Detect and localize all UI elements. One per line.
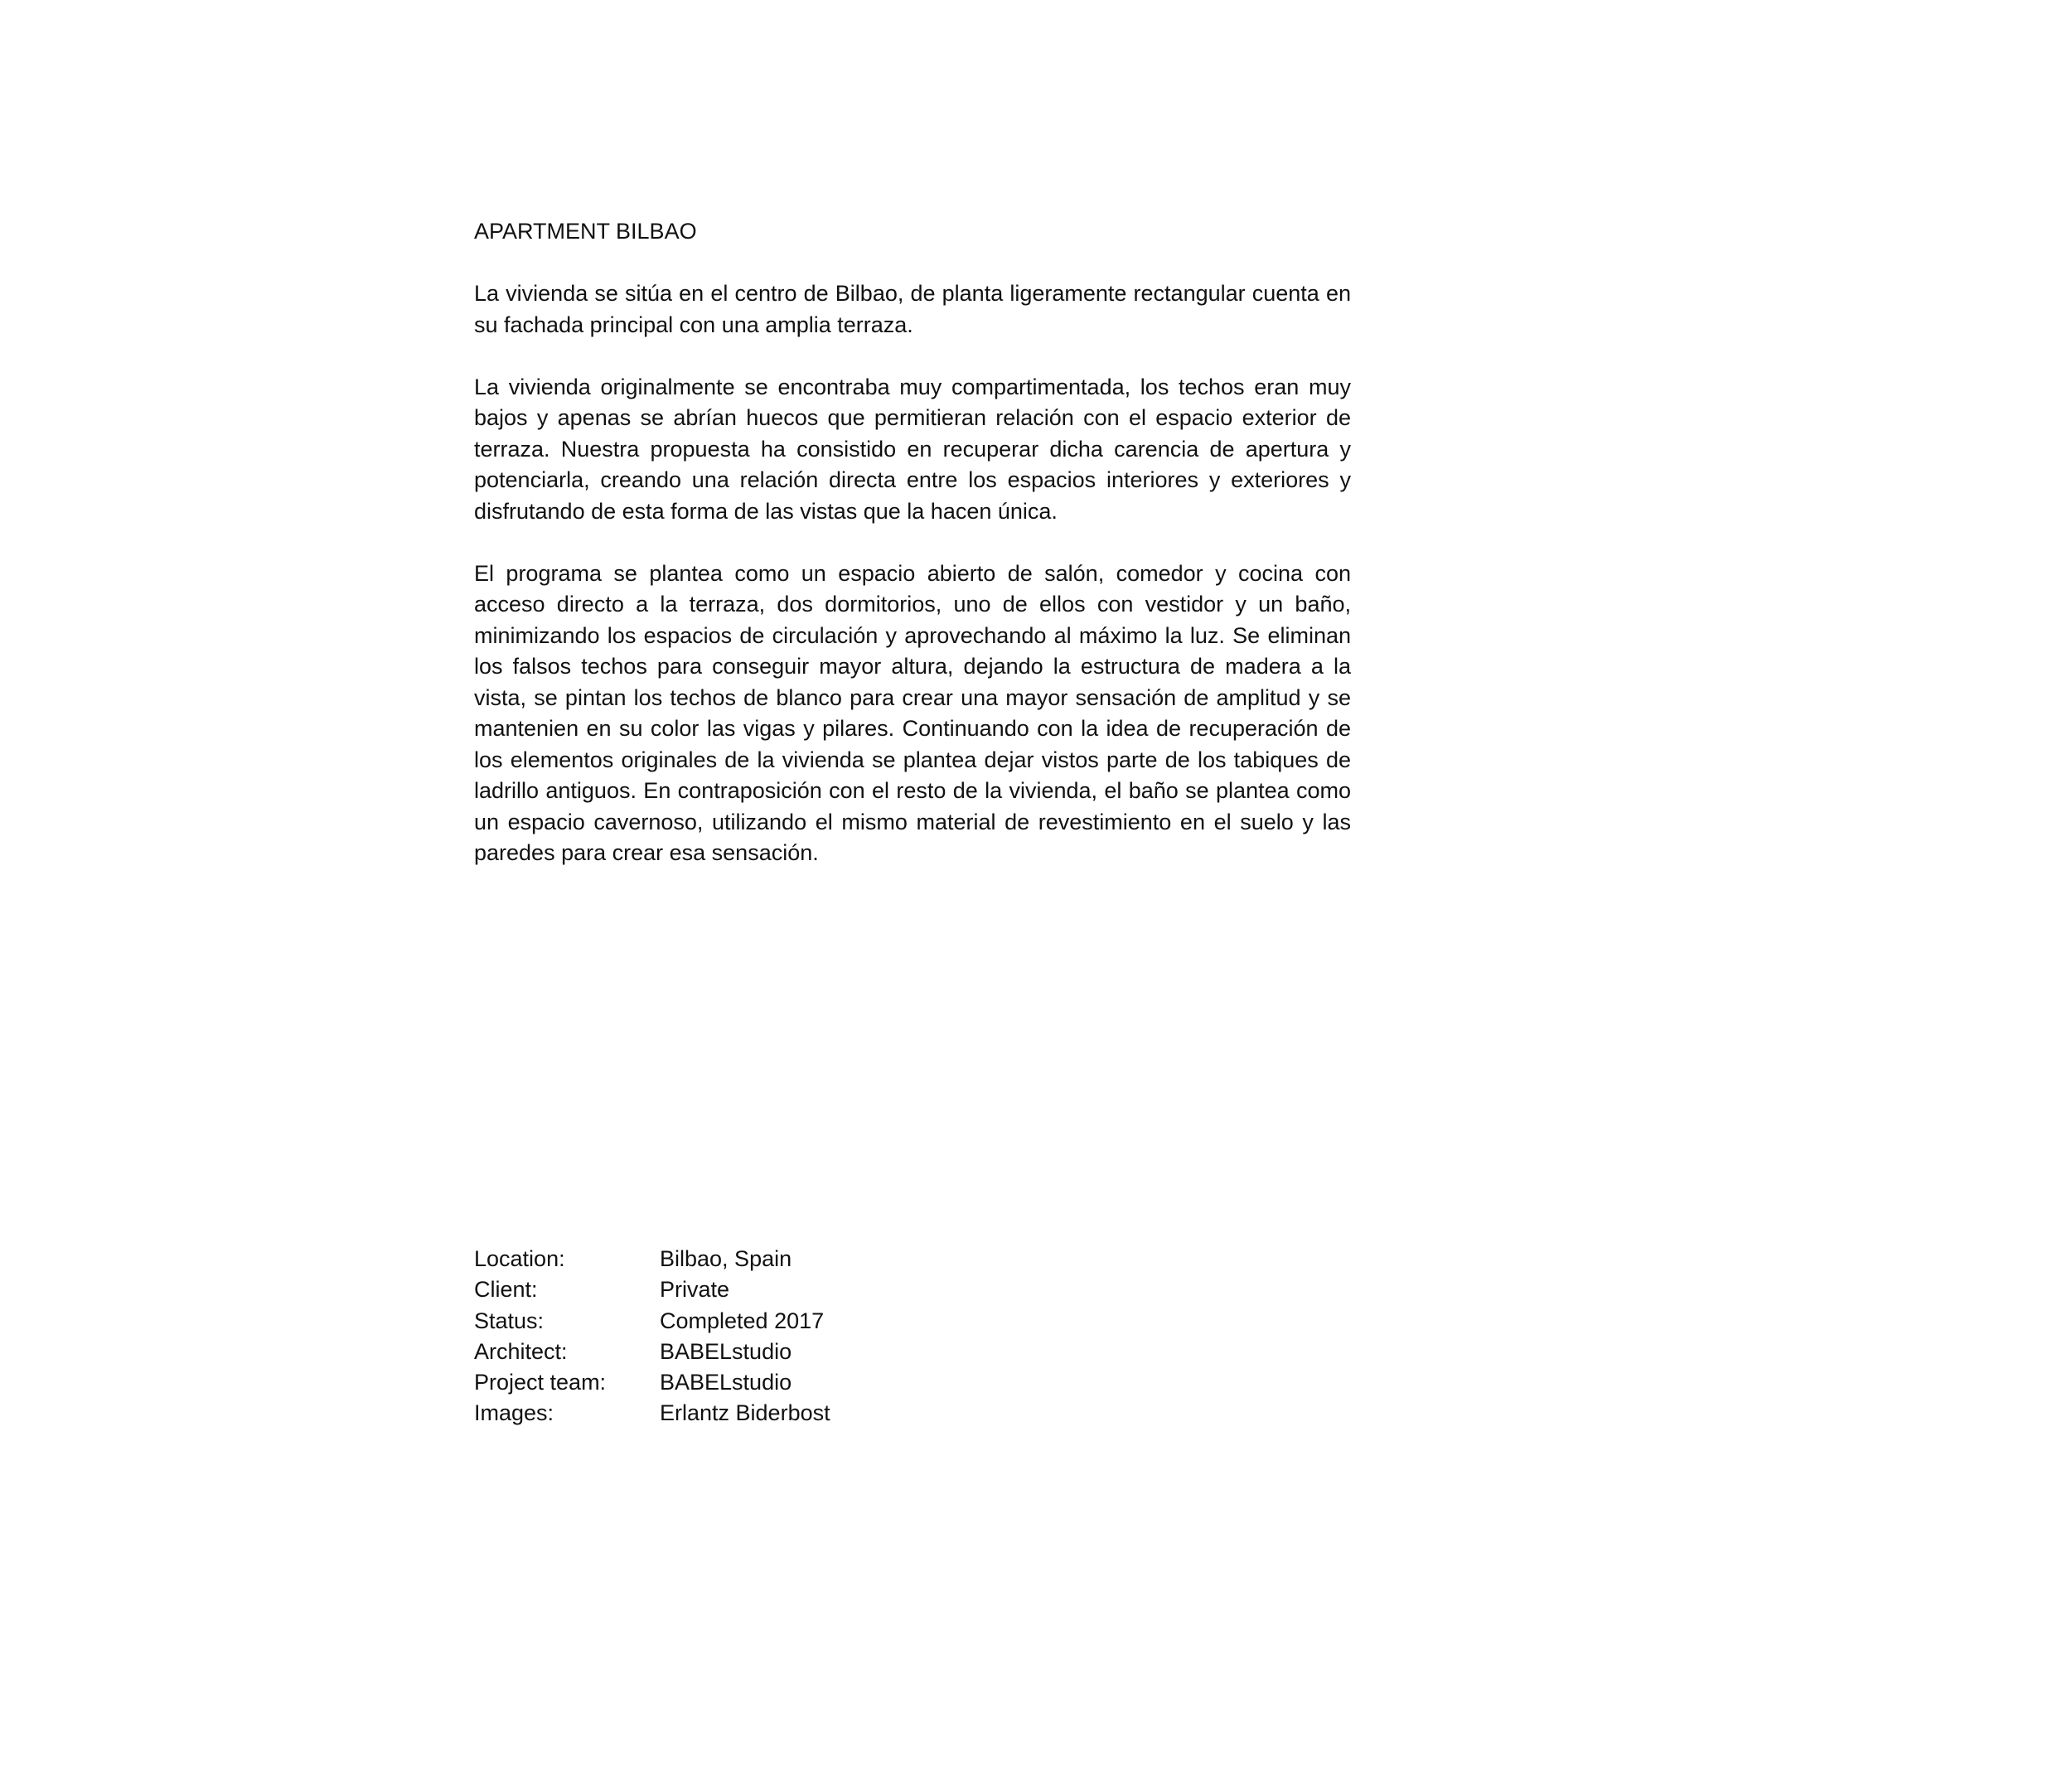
- credit-row-client: [474, 1274, 830, 1305]
- credit-value: Erlantz Biderbost: [660, 1400, 830, 1426]
- description-paragraph-2: La vivienda originalmente se encontraba muy compartimentada, los techos eran muy bajos y apenas se abrían huecos que permitieran relación con el espacio exterior de terraza. Nuestra propuesta ha consistido en recuperar dicha carencia de apertura y potenciarla, creando una relación directa entre los espacios interiores y exteriores y disfrutando de esta forma de las vistas que la hacen única.: [474, 374, 1351, 524]
- credit-row-project-team: [474, 1367, 830, 1398]
- description-paragraph-1: La vivienda se sitúa en el centro de Bilbao, de planta ligeramente rectangular cuenta en su fachada principal con una amplia terraza.: [474, 281, 1351, 337]
- credit-label: Project team:: [474, 1370, 607, 1395]
- credit-row-images: [474, 1398, 830, 1429]
- credit-value: Bilbao, Spain: [660, 1246, 792, 1271]
- credit-value: BABELstudio: [660, 1338, 792, 1364]
- credit-row-architect: [474, 1337, 830, 1367]
- project-credits: [474, 1244, 830, 1429]
- credit-label: Status:: [474, 1308, 545, 1333]
- credit-label: Architect:: [474, 1338, 568, 1364]
- credit-label: Location:: [474, 1246, 565, 1271]
- project-title: APARTMENT BILBAO: [474, 219, 697, 244]
- credit-value: Completed 2017: [660, 1308, 825, 1333]
- credit-row-location: [474, 1244, 830, 1274]
- credit-row-status: [474, 1306, 830, 1337]
- credit-value: Private: [660, 1277, 730, 1303]
- credit-label: Client:: [474, 1277, 538, 1303]
- credit-label: Images:: [474, 1400, 554, 1426]
- credit-value: BABELstudio: [660, 1370, 792, 1395]
- project-description: [474, 216, 1351, 869]
- description-paragraph-3: El programa se plantea como un espacio abierto de salón, comedor y cocina con acceso directo a la terraza, dos dormitorios, uno de ellos con vestidor y un baño, minimizando los espacios de circulación y aprovechando al máximo la luz. Se eliminan los falsos techos para conseguir mayor altura, dejando la estructura de madera a la vista, se pintan los techos de blanco para crear una mayor sensación de amplitud y se mantenien en su color las vigas y pilares. Continuando con la idea de recuperación de los elementos originales de la vivienda se plantea dejar vistos parte de los tabiques de ladrillo antiguos. En contraposición con el resto de la vivienda, el baño se plantea como un espacio cavernoso, utilizando el mismo material de revestimiento en el suelo y las paredes para crear esa sensación.: [474, 560, 1351, 865]
